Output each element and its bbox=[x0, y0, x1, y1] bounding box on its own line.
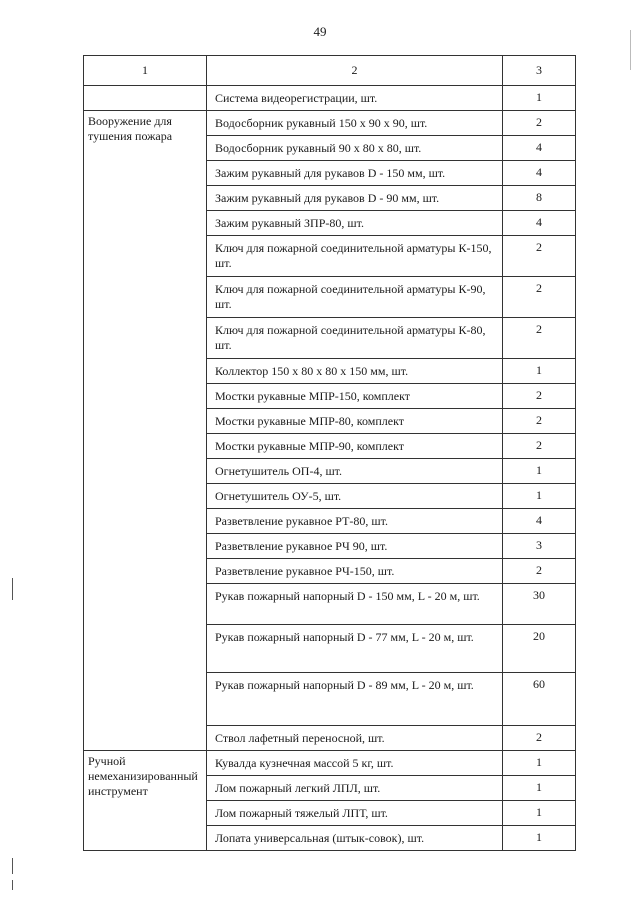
category-cell: Вооружение для тушения пожара bbox=[84, 111, 207, 751]
table-row bbox=[84, 86, 576, 111]
item-name: Зажим рукавный для рукавов D - 150 мм, шт. bbox=[207, 161, 503, 186]
item-quantity: 1 bbox=[503, 801, 576, 826]
item-name: Разветвление рукавное РЧ 90, шт. bbox=[207, 534, 503, 559]
item-name: Система видеорегистрации, шт. bbox=[207, 86, 503, 111]
item-name: Мостки рукавные МПР-90, комплект bbox=[207, 434, 503, 459]
item-name: Зажим рукавный для рукавов D - 90 мм, шт. bbox=[207, 186, 503, 211]
page-number: 49 bbox=[313, 24, 327, 39]
item-name: Разветвление рукавное РЧ-150, шт. bbox=[207, 559, 503, 584]
scan-mark bbox=[630, 30, 631, 70]
item-name: Рукав пожарный напорный D - 89 мм, L - 20 м, шт. bbox=[207, 673, 503, 726]
column-header-3: 3 bbox=[503, 56, 576, 86]
item-name: Зажим рукавный ЗПР-80, шт. bbox=[207, 211, 503, 236]
scan-mark bbox=[12, 858, 13, 874]
item-name: Коллектор 150 х 80 х 80 х 150 мм, шт. bbox=[207, 359, 503, 384]
item-quantity: 3 bbox=[503, 534, 576, 559]
item-quantity: 2 bbox=[503, 409, 576, 434]
item-quantity: 4 bbox=[503, 211, 576, 236]
table-row bbox=[84, 751, 576, 776]
item-quantity: 1 bbox=[503, 86, 576, 111]
category-cell-empty bbox=[84, 86, 207, 111]
item-quantity: 4 bbox=[503, 136, 576, 161]
item-name: Ключ для пожарной соединительной арматуры К-80, шт. bbox=[207, 318, 503, 359]
item-name: Ключ для пожарной соединительной арматуры К-90, шт. bbox=[207, 277, 503, 318]
item-name: Огнетушитель ОП-4, шт. bbox=[207, 459, 503, 484]
item-quantity: 1 bbox=[503, 751, 576, 776]
item-quantity: 30 bbox=[503, 584, 576, 625]
item-quantity: 2 bbox=[503, 111, 576, 136]
item-quantity: 1 bbox=[503, 459, 576, 484]
item-quantity: 2 bbox=[503, 726, 576, 751]
table-header-row bbox=[84, 56, 576, 86]
category-cell: Ручной немеханизированный инструмент bbox=[84, 751, 207, 851]
item-quantity: 1 bbox=[503, 484, 576, 509]
item-name: Ключ для пожарной соединительной арматуры К-150, шт. bbox=[207, 236, 503, 277]
item-quantity: 2 bbox=[503, 236, 576, 277]
table-row bbox=[84, 111, 576, 136]
item-name: Огнетушитель ОУ-5, шт. bbox=[207, 484, 503, 509]
item-name: Водосборник рукавный 90 х 80 х 80, шт. bbox=[207, 136, 503, 161]
item-quantity: 4 bbox=[503, 509, 576, 534]
item-name: Мостки рукавные МПР-80, комплект bbox=[207, 409, 503, 434]
item-name: Кувалда кузнечная массой 5 кг, шт. bbox=[207, 751, 503, 776]
item-quantity: 2 bbox=[503, 318, 576, 359]
item-name: Лом пожарный тяжелый ЛПТ, шт. bbox=[207, 801, 503, 826]
item-name: Мостки рукавные МПР-150, комплект bbox=[207, 384, 503, 409]
column-header-1: 1 bbox=[84, 56, 207, 86]
item-quantity: 60 bbox=[503, 673, 576, 726]
item-name: Рукав пожарный напорный D - 77 мм, L - 20 м, шт. bbox=[207, 625, 503, 673]
item-quantity: 1 bbox=[503, 826, 576, 851]
column-header-2: 2 bbox=[207, 56, 503, 86]
item-name: Рукав пожарный напорный D - 150 мм, L - 20 м, шт. bbox=[207, 584, 503, 625]
item-name: Водосборник рукавный 150 х 90 х 90, шт. bbox=[207, 111, 503, 136]
scan-mark bbox=[12, 880, 13, 890]
item-quantity: 8 bbox=[503, 186, 576, 211]
item-quantity: 2 bbox=[503, 384, 576, 409]
item-quantity: 2 bbox=[503, 434, 576, 459]
item-quantity: 20 bbox=[503, 625, 576, 673]
item-name: Лом пожарный легкий ЛПЛ, шт. bbox=[207, 776, 503, 801]
item-name: Лопата универсальная (штык-совок), шт. bbox=[207, 826, 503, 851]
item-quantity: 2 bbox=[503, 277, 576, 318]
item-quantity: 2 bbox=[503, 559, 576, 584]
item-name: Ствол лафетный переносной, шт. bbox=[207, 726, 503, 751]
item-quantity: 4 bbox=[503, 161, 576, 186]
scan-mark bbox=[12, 578, 13, 600]
item-quantity: 1 bbox=[503, 359, 576, 384]
equipment-table bbox=[83, 55, 576, 851]
item-quantity: 1 bbox=[503, 776, 576, 801]
item-name: Разветвление рукавное РТ-80, шт. bbox=[207, 509, 503, 534]
